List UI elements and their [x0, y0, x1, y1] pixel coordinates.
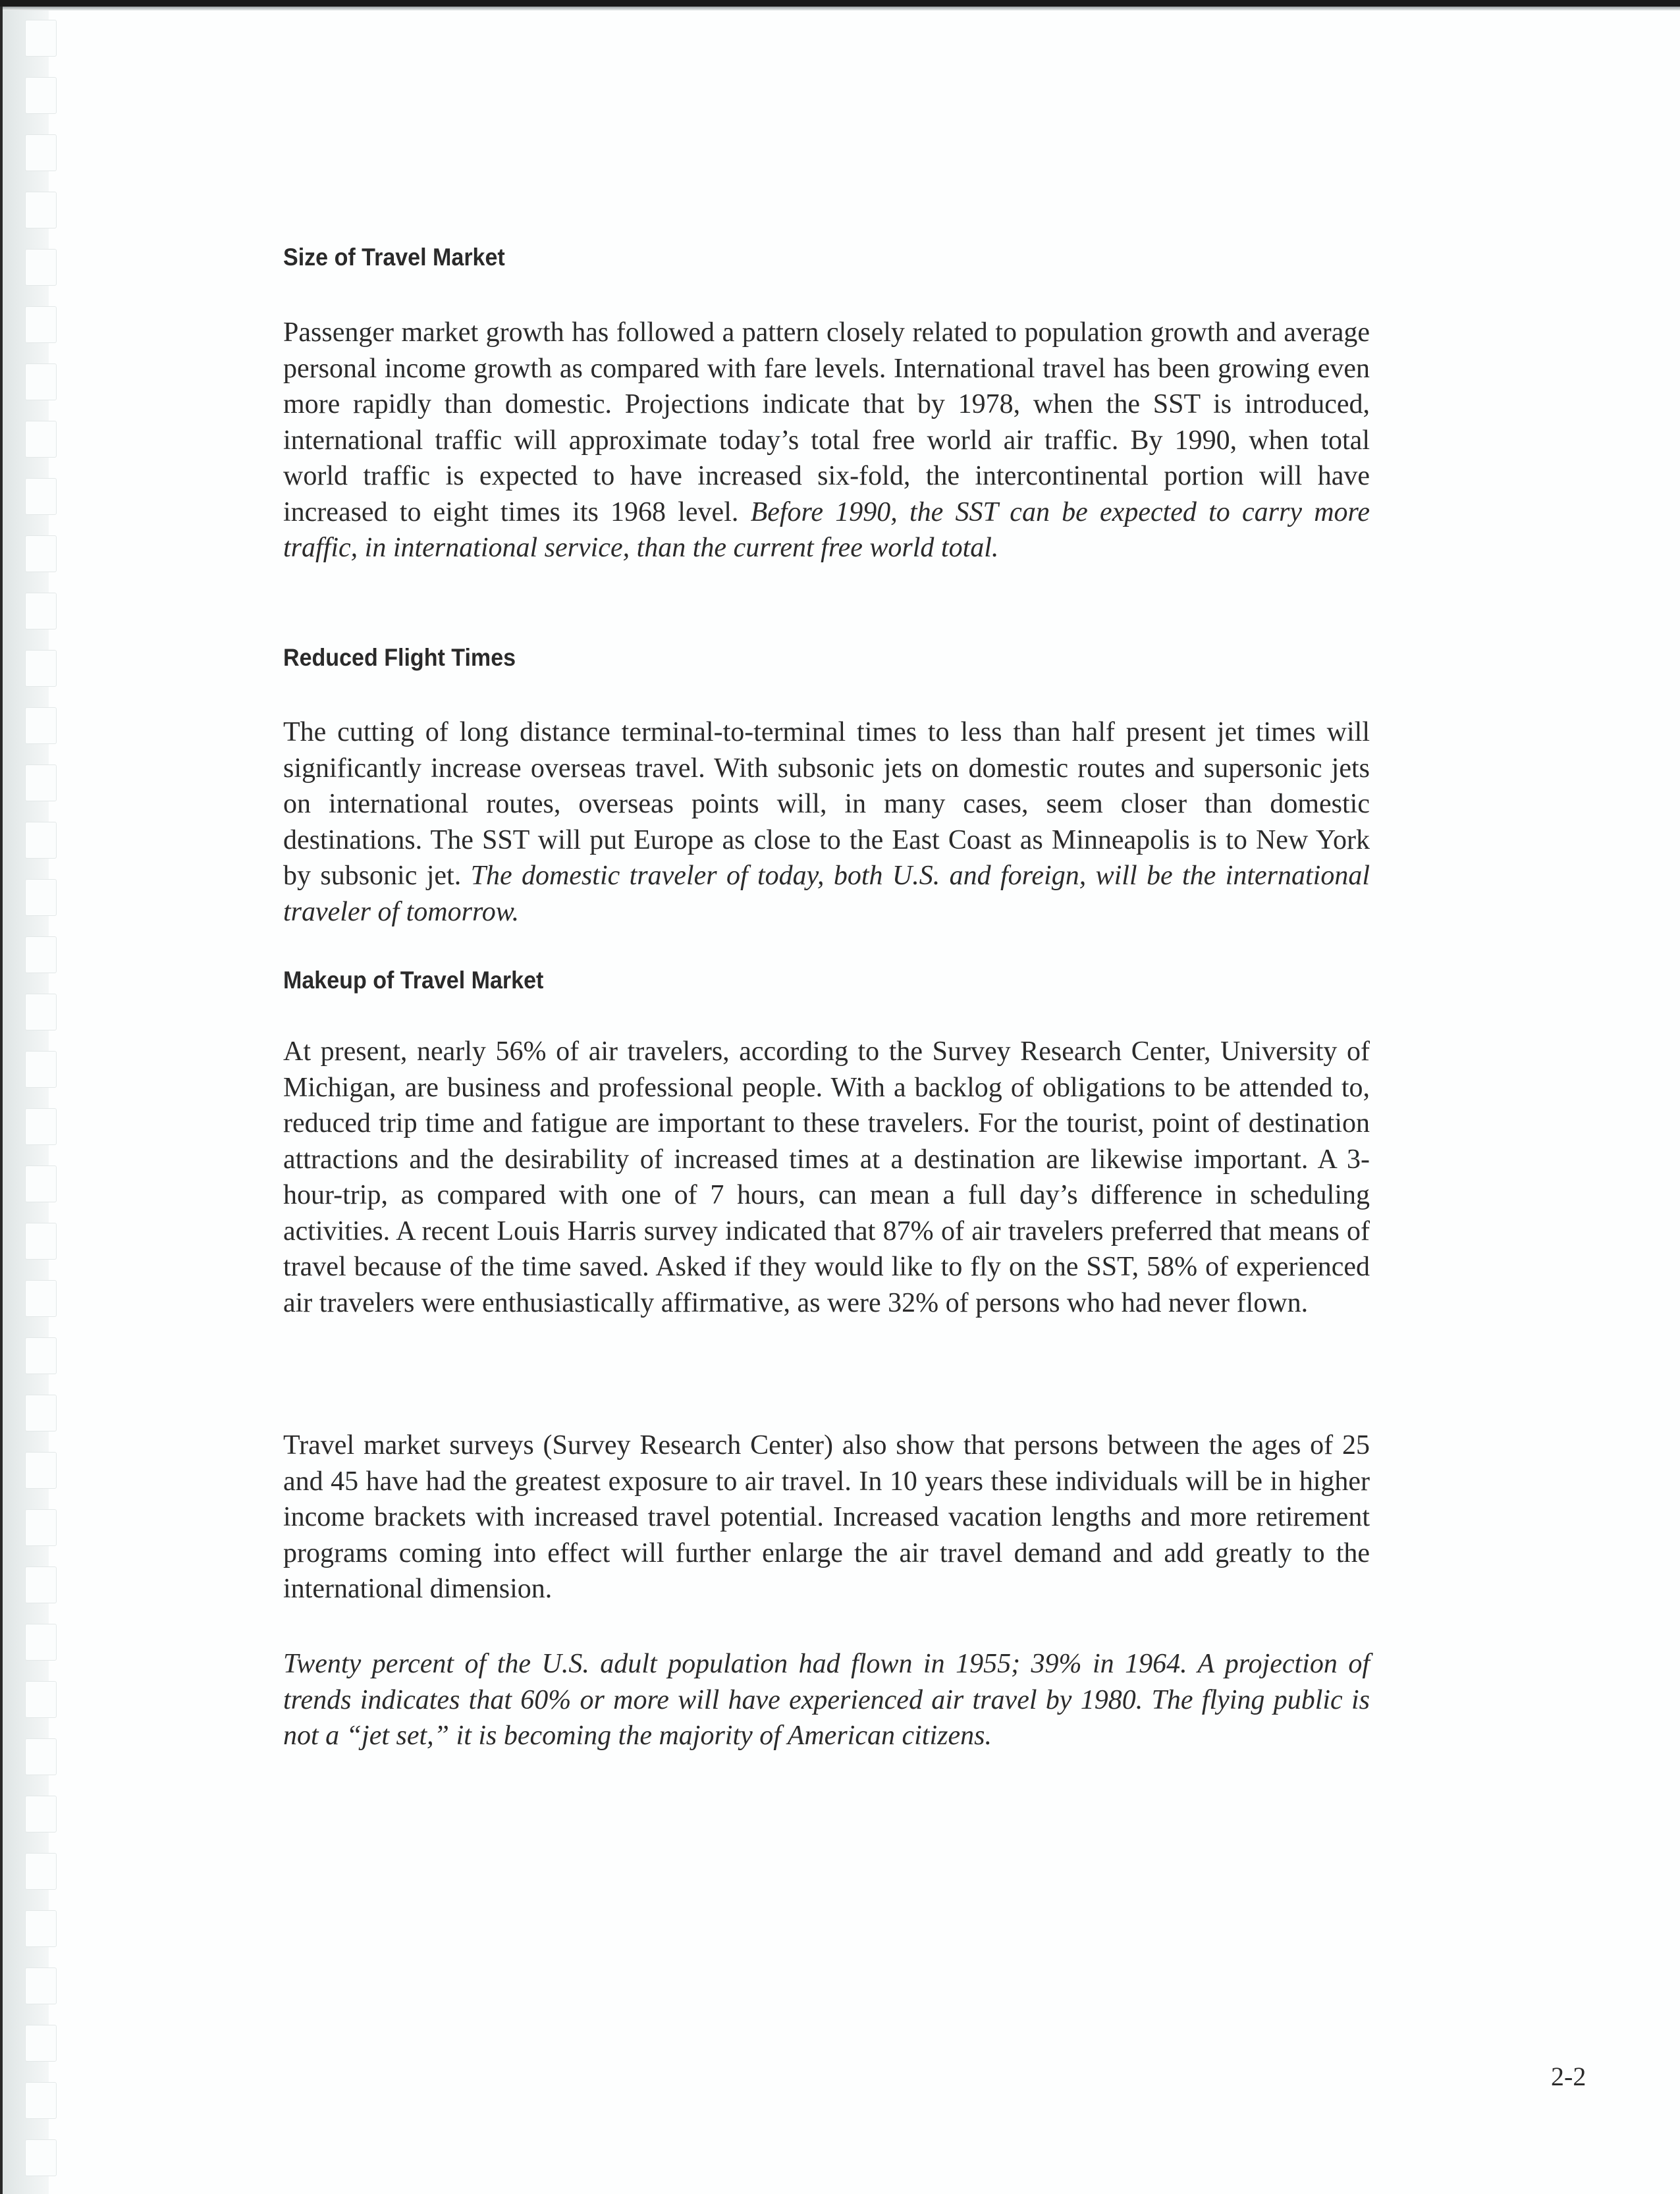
binding-hole	[25, 822, 57, 859]
binding-hole	[25, 77, 57, 114]
section-paragraph: At present, nearly 56% of air travelers, according to the Survey Research Center, University of Michigan, are business and professional people. With a backlog of obligations to be attended to, reduced trip time and fatigue are important to these travelers. For the tourist, point of destination attractions and the desirability of increased times at a destination are likewise important. A 3-hour-trip, as compared with one of 7 hours, can mean a full day’s difference in scheduling activities. A recent Louis Harris survey indicated that 87% of air travelers preferred that means of travel because of the time saved. Asked if they would like to fly on the SST, 58% of experienced air travelers were enthusiastically affirmative, as were 32% of persons who had never flown.	[283, 1036, 1370, 1318]
binding-hole	[25, 20, 57, 57]
binding-hole	[25, 593, 57, 629]
binding-hole	[25, 1681, 57, 1718]
binding-hole	[25, 1108, 57, 1145]
binding-hole	[25, 1796, 57, 1833]
section-heading-reduced-flight-times: Reduced Flight Times	[283, 644, 516, 671]
paragraph-text: Passenger market growth has followed a pattern closely related to population growth and average personal income growth as compared with fare levels. International travel has been growing even more rapidly than domestic. Projections indicate that by 1978, when the SST is introduced, international traffic will approximate today’s total free world air traffic. By 1990, when total world traffic is expected to have increased six-fold, the intercontinental portion will have increased to eight times its 1968 level.	[283, 317, 1370, 527]
section-paragraph-emphasis: Twenty percent of the U.S. adult population had flown in 1955; 39% in 1964. A projection of trends indicates that 60% or more will have experienced air travel by 1980. The flying public is not a “jet set,” it is becoming the majority of American citizens.	[283, 1649, 1370, 1751]
section-paragraph	[283, 315, 1370, 566]
binding-hole	[25, 1051, 57, 1088]
paragraph-text: The cutting of long distance terminal-to-terminal times to less than half present jet times will significantly increase overseas travel. With subsonic jets on domestic routes and supersonic jets on international routes, overseas points will, in many cases, seem closer than domestic destinations. The SST will put Europe as close to the East Coast as Minneapolis is to New York by subsonic jet.	[283, 717, 1370, 891]
binding-hole	[25, 1280, 57, 1317]
binding-hole	[25, 192, 57, 228]
binding-hole	[25, 1853, 57, 1890]
section-paragraph: Travel market surveys (Survey Research Center) also show that persons between the ages of 25 and 45 have had the greatest exposure to air travel. In 10 years these individuals will be in higher income brackets with increased travel potential. Increased vacation lengths and more retirement programs coming into effect will further enlarge the air travel demand and add greatly to the international dimension.	[283, 1430, 1370, 1604]
binding-hole	[25, 994, 57, 1030]
binding-hole	[25, 306, 57, 343]
binding-hole	[25, 650, 57, 687]
scan-top-shadow	[0, 7, 1680, 11]
binding-hole	[25, 1337, 57, 1374]
binding-hole	[25, 2139, 57, 2176]
binding-hole	[25, 134, 57, 171]
binding-hole	[25, 879, 57, 916]
binding-hole	[25, 1452, 57, 1489]
binding-hole	[25, 1566, 57, 1603]
binding-hole	[25, 936, 57, 973]
scan-top-edge	[0, 0, 1680, 7]
section-paragraph	[283, 714, 1370, 930]
binding-hole	[25, 1165, 57, 1202]
page-number: 2-2	[1551, 2062, 1586, 2091]
binding-hole	[25, 764, 57, 801]
binding-hole	[25, 249, 57, 286]
binding-hole	[25, 1395, 57, 1431]
binding-margin	[3, 11, 49, 2194]
binding-hole	[25, 478, 57, 515]
paragraph-emphasis: Before 1990, the SST can be expected to carry more traffic, in international service, than the current free world total.	[283, 496, 1370, 563]
binding-hole	[25, 2082, 57, 2119]
binding-hole	[25, 1509, 57, 1546]
binding-hole	[25, 1738, 57, 1775]
paragraph-emphasis: The domestic traveler of today, both U.S. and foreign, will be the international traveler of tomorrow.	[283, 861, 1370, 927]
binding-hole	[25, 421, 57, 458]
binding-hole	[25, 707, 57, 744]
binding-hole	[25, 1223, 57, 1260]
binding-hole	[25, 363, 57, 400]
binding-hole	[25, 1967, 57, 2004]
binding-hole	[25, 1910, 57, 1947]
binding-hole	[25, 1624, 57, 1661]
section-heading-makeup-of-travel-market: Makeup of Travel Market	[283, 967, 544, 994]
binding-hole	[25, 2025, 57, 2062]
section-heading-size-of-travel-market: Size of Travel Market	[283, 244, 505, 271]
binding-hole	[25, 535, 57, 572]
